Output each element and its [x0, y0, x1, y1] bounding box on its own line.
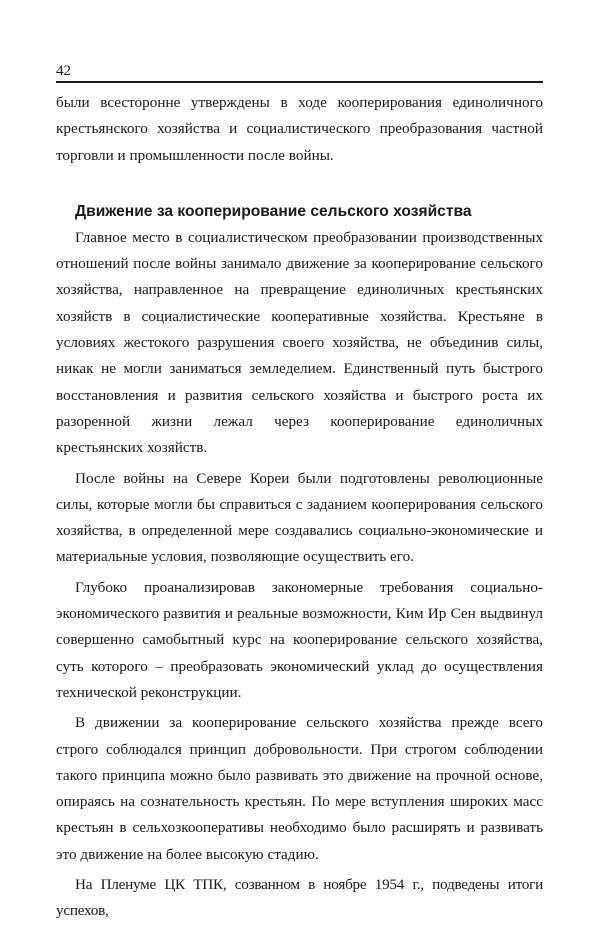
- intro-paragraph: были всесторонне утверждены в ходе кооперирования единоличного крестьянского хозяйства и социалистического преобразования частной торговли и промышленности после войны.: [56, 94, 543, 164]
- body-paragraph: Глубоко проанализировав закономерные требования социально-экономического развития и реальные возможности, Ким Ир Сен выдвинул совершенно самобытный курс на кооперирование сельского хозяйства, суть которого – преобразовать экономический уклад до осуществления технической реконструкции.: [56, 578, 543, 701]
- body-paragraph: В движении за кооперирование сельского хозяйства прежде всего строго соблюдался принцип добровольности. При строгом соблюдении такого принципа можно было развивать это движение на прочной основе, опираясь на сознательность крестьян. По мере вступления широких масс крестьян в сельхозкооперативы необходимо было расширять и развивать это движение на более высокую стадию.: [56, 714, 543, 863]
- body-paragraph: На Пленуме ЦК ТПК, созванном в ноябре 1954 г., подведены итоги успехов,: [56, 876, 543, 920]
- header-rule: [56, 81, 543, 83]
- page-number: 42: [56, 63, 71, 79]
- body-paragraph: Главное место в социалистическом преобразовании производственных отношений после войны занимало движение за кооперирование сельского хозяйства, направленное на превращение единоличных крестьянских хозяйств в социалистические кооперативные хозяйства. Крестьяне в условиях жестокого разрушения своего хозяйства, не объединив силы, никак не могли заниматься земледелием. Единственный путь быстрого восстановления и развития сельского хозяйства и быстрого роста их разоренной жизни лежал через кооперирование единоличных крестьянских хозяйств.: [56, 228, 543, 457]
- body-paragraph: После войны на Севере Кореи были подготовлены революционные силы, которые могли бы справиться с заданием кооперирования сельского хозяйства, в определенной мере создавались социально-экономические и материальные условия, позволяющие осуществить его.: [56, 469, 543, 566]
- section-heading: Движение за кооперирование сельского хозяйства: [75, 202, 472, 220]
- page-body: [56, 90, 543, 925]
